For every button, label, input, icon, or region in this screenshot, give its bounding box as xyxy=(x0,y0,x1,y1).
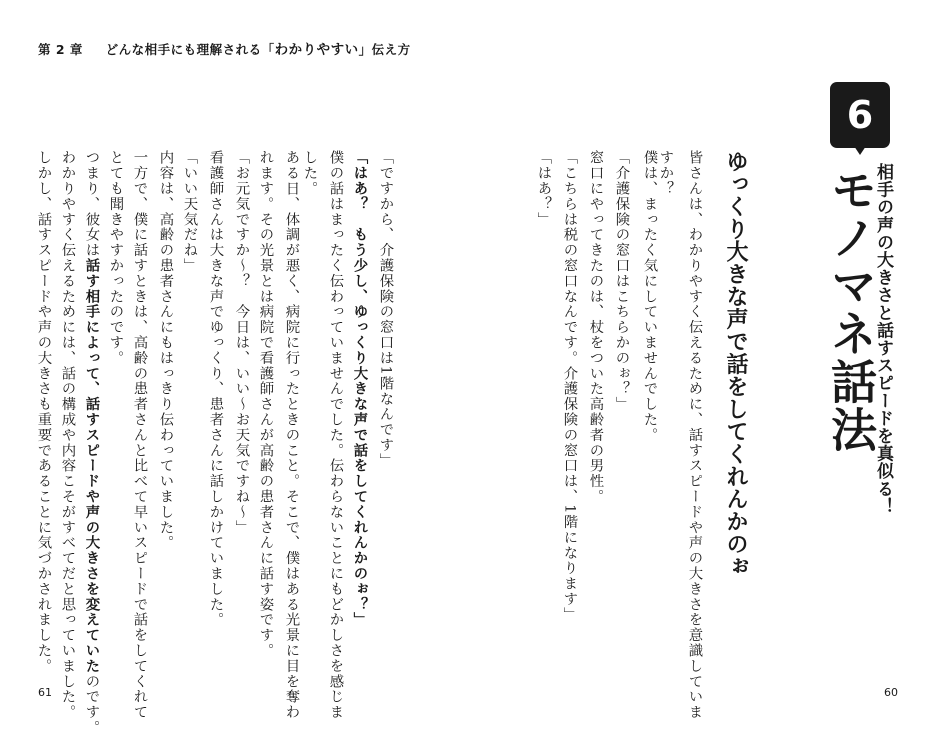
badge-tail-icon xyxy=(854,146,866,155)
body-text: のです。 xyxy=(83,673,100,735)
body-column: 僕は、まったく気にしていませんでした。 xyxy=(641,150,658,443)
section-subtitle: 相手の声の大きさと話すスピードを真似る！ xyxy=(873,163,893,515)
header-text-after: 」伝え方 xyxy=(358,42,411,57)
body-column-bold xyxy=(352,150,366,627)
header-text-before: どんな相手にも理解される「 xyxy=(105,42,275,57)
body-column: 「こちらは税の窓口なんです。介護保険の窓口は、1階になります」 xyxy=(561,150,578,623)
body-column: 窓口にやってきたのは、杖をついた高齢者の男性。 xyxy=(587,150,604,505)
header-highlight: わかりやすい xyxy=(274,42,359,58)
section-number: 6 xyxy=(846,93,874,137)
body-column: れます。その光景とは病院で看護師さんが高齢の患者さんに話す姿です。 xyxy=(257,150,274,659)
body-column: 「ですから、介護保険の窓口は1階なんです」 xyxy=(377,150,394,469)
body-column: 「介護保険の窓口はこちらかのぉ？」 xyxy=(613,150,630,412)
body-column: 「はあ？」 xyxy=(535,150,552,227)
body-text: つまり、彼女は xyxy=(83,150,100,258)
body-column: とても聞きやすかったのです。 xyxy=(107,150,124,366)
bold-emphasis: 話す相手によって、話すスピードや声の大きさを変えていた xyxy=(83,257,100,674)
page-number-left: 61 xyxy=(38,686,52,699)
body-column-mixed xyxy=(84,150,98,735)
body-column: した。 xyxy=(301,150,318,197)
body-column: わかりやすく伝えるためには、話の構成や内容こそがすべてだと思っていました。 xyxy=(59,150,76,720)
body-column: ある日、体調が悪く、病院に行ったときのこと。そこで、僕はある光景に目を奪わ xyxy=(283,150,300,720)
body-column: すか？ xyxy=(657,150,674,197)
body-column: 看護師さんは大きな声でゆっくり、患者さんに話しかけていました。 xyxy=(207,150,224,628)
bold-dialogue: 「はあ？ もう少し、ゆっくり大きな声で話をしてくれんかのぉ？」 xyxy=(351,150,368,628)
body-column: 内容は、高齢の患者さんにもはっきり伝わっていました。 xyxy=(157,150,174,551)
section-heading: ゆっくり大きな声で話をしてくれんかのぉ xyxy=(723,150,748,578)
body-column: 僕の話はまったく伝わっていませんでした。伝わらないことにもどかしさを感じま xyxy=(327,150,344,720)
page-number-right: 60 xyxy=(884,686,898,699)
body-column: 「いい天気だね」 xyxy=(181,150,198,274)
section-title: モノマネ話法 xyxy=(824,166,878,454)
running-header xyxy=(38,38,411,58)
body-column: 皆さんは、わかりやすく伝えるために、話すスピードや声の大きさを意識していま xyxy=(686,150,703,720)
section-number-badge xyxy=(830,82,890,148)
body-column: 一方で、僕に話すときは、高齢の患者さんと比べて早いスピードで話をしてくれて xyxy=(131,150,148,720)
body-column: 「お元気ですか～？ 今日は、いい～お天気ですね～」 xyxy=(233,150,250,535)
body-column: しかし、話すスピードや声の大きさも重要であることに気づかされました。 xyxy=(35,150,52,674)
chapter-label: 第 2 章 xyxy=(38,42,83,57)
